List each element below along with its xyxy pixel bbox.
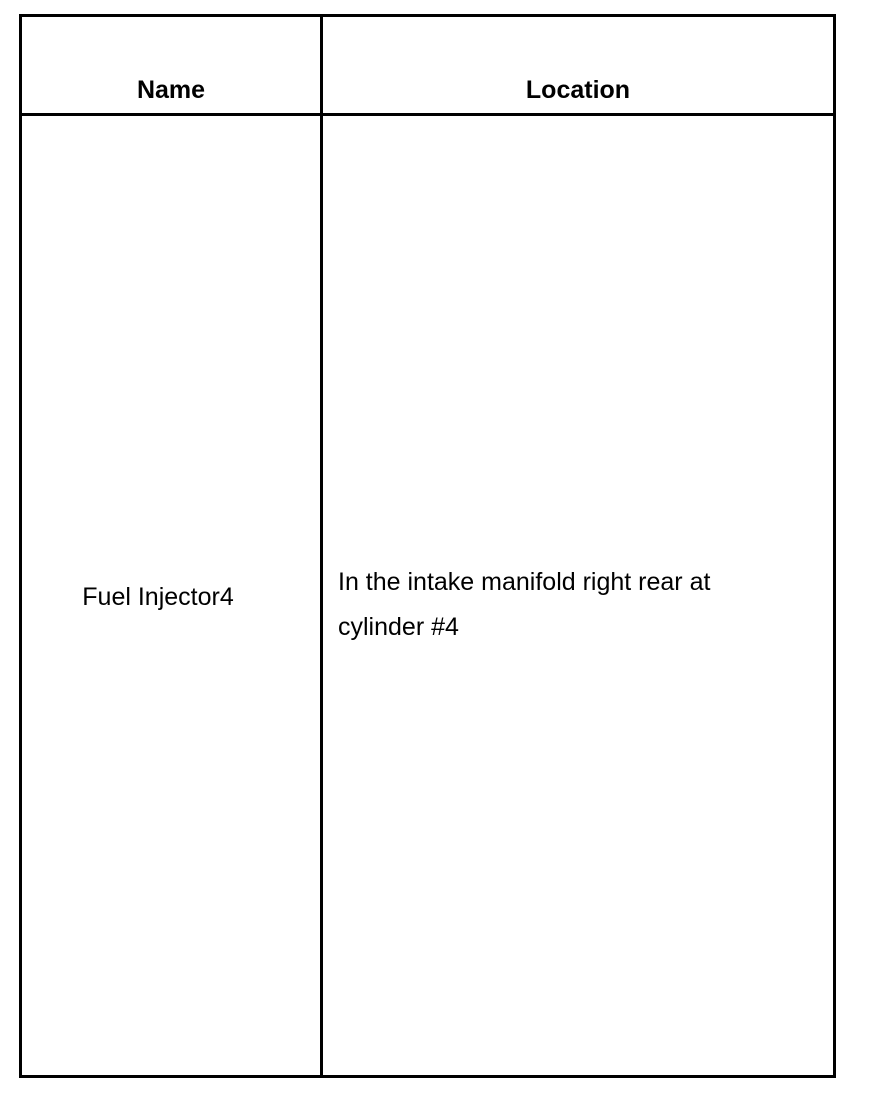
cell-location: In the intake manifold right rear at cylinder #4 (338, 568, 711, 641)
header-divider (22, 113, 833, 116)
column-divider (320, 17, 323, 1075)
header-name: Name (136, 76, 206, 104)
cell-name: Fuel Injector4 (82, 583, 234, 611)
header-location: Location (525, 76, 631, 104)
component-location-table (19, 14, 836, 1078)
